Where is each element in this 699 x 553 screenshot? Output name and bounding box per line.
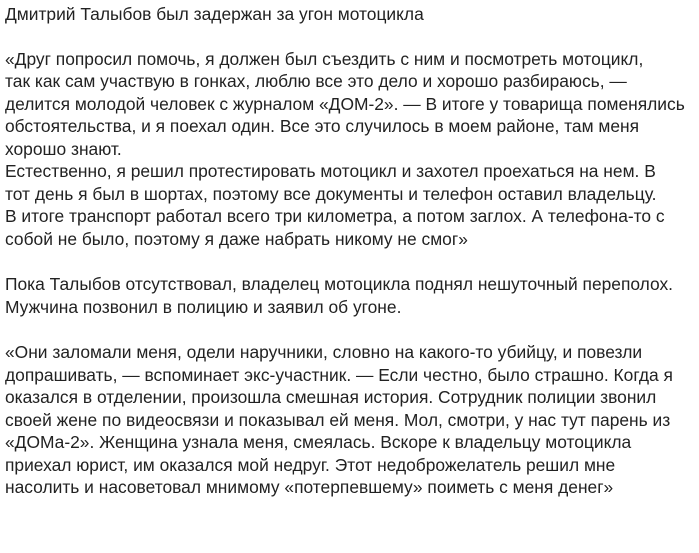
article-title: Дмитрий Талыбов был задержан за угон мотоцикла bbox=[5, 4, 424, 24]
text-line: приехал юрист, им оказался мой недруг. Этот недоброжелатель решил мне bbox=[5, 454, 616, 475]
quote-paragraph-1 bbox=[5, 48, 697, 251]
text-line: оказался в отделении, произошла смешная история. Сотрудник полиции звонил bbox=[5, 387, 657, 407]
text-line: «ДОМа-2». Женщина узнала меня, смеялась. Вскоре к владельцу мотоцикла bbox=[5, 432, 632, 452]
quote-paragraph-2 bbox=[5, 341, 697, 499]
text-line: «Друг попросил помочь, я должен был съездить с ним и посмотреть мотоцикл, bbox=[5, 48, 644, 69]
text-line: тот день я был в шортах, поэтому все документы и телефон оставил владельцу. bbox=[5, 183, 657, 204]
paragraph-gap bbox=[5, 318, 697, 341]
text-line: Пока Талыбов отсутствовал, владелец мотоцикла поднял нешуточный переполох. bbox=[5, 274, 674, 294]
paragraph-gap bbox=[5, 250, 697, 273]
text-line: В итоге транспорт работал всего три километра, а потом заглох. А телефона-то с bbox=[5, 206, 665, 226]
text-line: хорошо знают. bbox=[5, 138, 122, 159]
article bbox=[5, 0, 697, 499]
text-line: своей жене по видеосвязи и показывал ей меня. Мол, смотри, у нас тут парень из bbox=[5, 409, 671, 430]
narrative-paragraph bbox=[5, 273, 697, 318]
text-line: так как сам участвую в гонках, люблю все это дело и хорошо разбираюсь, — bbox=[5, 71, 627, 91]
text-line: Мужчина позвонил в полицию и заявил об угоне. bbox=[5, 296, 402, 317]
text-line: допрашивать, — вспоминает экс-участник. — Если честно, было страшно. Когда я bbox=[5, 364, 673, 385]
text-line: собой не было, поэтому я даже набрать никому не смог» bbox=[5, 228, 468, 249]
text-line: насолить и насоветовал мнимому «потерпевшему» поиметь с меня денег» bbox=[5, 477, 614, 497]
text-line: «Они заломали меня, одели наручники, словно на какого-то убийцу, и повезли bbox=[5, 342, 643, 362]
text-line: обстоятельства, и я поехал один. Все это случилось в моем районе, там меня bbox=[5, 116, 640, 136]
text-line: делится молодой человек с журналом «ДОМ-2». — В итоге у товарища поменялись bbox=[5, 93, 685, 114]
paragraph-gap bbox=[5, 26, 697, 48]
text-line: Естественно, я решил протестировать мотоцикл и захотел проехаться на нем. В bbox=[5, 161, 656, 181]
